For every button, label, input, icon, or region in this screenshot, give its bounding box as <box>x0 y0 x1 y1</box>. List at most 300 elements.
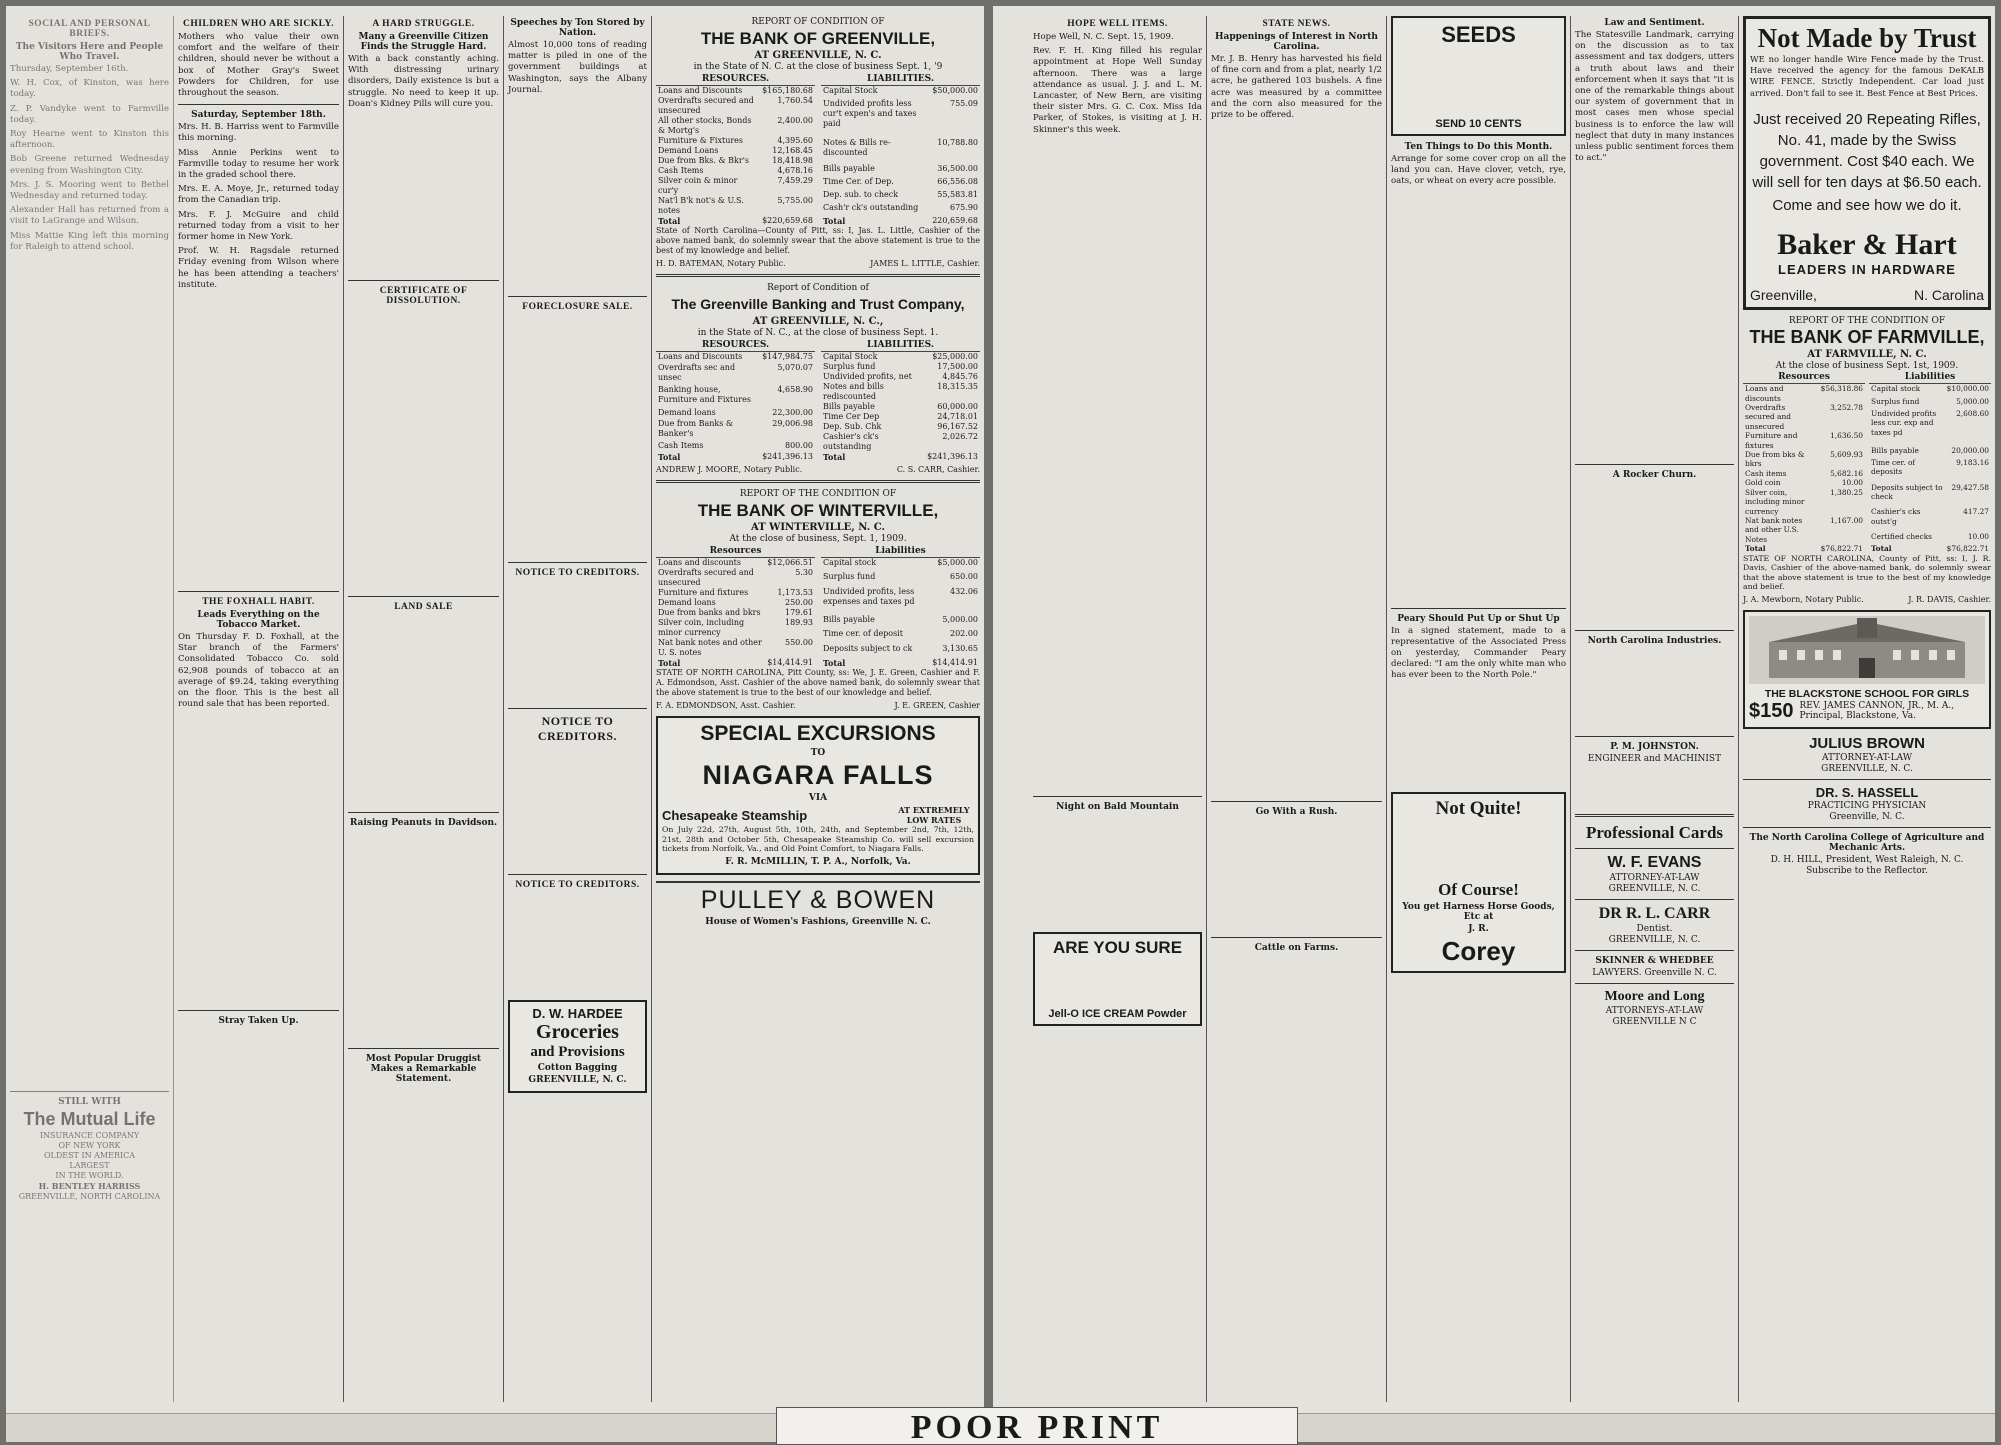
table-row <box>656 568 815 588</box>
total-label: Total <box>823 452 846 462</box>
row-amount: 5,682.16 <box>1830 468 1863 478</box>
report-kicker: REPORT OF THE CONDITION OF <box>1788 315 1946 326</box>
table-row <box>821 412 980 422</box>
row-amount: 800.00 <box>785 440 813 450</box>
row-label: Loans and Discounts <box>658 352 743 361</box>
table-row <box>656 385 815 407</box>
table-row <box>1869 384 1991 397</box>
table-row <box>821 203 980 216</box>
card-name: DR. S. HASSELL <box>1815 784 1919 800</box>
ad-title: PULLEY & BOWEN <box>700 885 936 914</box>
table-row <box>656 352 815 364</box>
ad-line: You get Harness Horse Goods, Etc at <box>1402 901 1555 922</box>
dateline: Hope Well, N. C. Sept. 15, 1909. <box>1033 32 1174 42</box>
article-heading: Stray Taken Up. <box>218 1016 299 1027</box>
total-value: $14,414.91 <box>932 658 978 667</box>
total-value: 220,659.68 <box>932 216 978 225</box>
row-label: Undivided profits, less expenses and taxes pd <box>823 586 915 606</box>
row-label: Dep. sub. to check <box>823 190 899 200</box>
row-label: Surplus fund <box>823 362 876 371</box>
article-subheading: Leads Everything on the Tobacco Market. <box>197 610 320 631</box>
table-row <box>1743 450 1865 469</box>
liabilities-table <box>821 545 980 668</box>
brief-item: Mrs. H. B. Harriss went to Farmville this morning. <box>178 122 339 144</box>
row-amount: 29,427.58 <box>1951 482 1989 492</box>
article-heading: North Carolina Industries. <box>1587 636 1722 647</box>
article-heading: Most Popular Druggist Makes a Remarkable Statement. <box>365 1054 482 1085</box>
column-state-news <box>1207 16 1387 1402</box>
total-value: $220,659.68 <box>762 216 813 225</box>
cashier-signature: J. E. GREEN, Cashier <box>894 701 980 710</box>
total-label: Total <box>658 658 681 668</box>
article-text: Mr. J. B. Henry has harvested his field of fine corn and from a plat, nearly 1/2 acre, he gathered 103 bushels. A fine acre was measured by a committee and the corn also measured for the prize to be offered. <box>1211 54 1382 121</box>
greenville-banking-trust-report <box>656 283 980 474</box>
ad-line: LARGEST <box>69 1161 110 1170</box>
column-baker-hart <box>1739 16 1995 1402</box>
card-line: GREENVILLE, N. C. <box>1608 935 1701 946</box>
row-label: Bills payable <box>823 402 875 411</box>
row-amount: 1,636.50 <box>1830 431 1863 441</box>
total-value: $76,822.71 <box>1946 544 1989 554</box>
row-amount: 202.00 <box>950 629 978 639</box>
row-amount: 7,459.29 <box>777 176 813 185</box>
row-label: Silver coin, including minor currency <box>658 618 745 637</box>
column-children-sickly <box>174 16 344 1402</box>
row-amount: 17,500.00 <box>937 362 978 371</box>
row-label: Demand loans <box>658 598 716 607</box>
article-heading: Go With a Rush. <box>1255 807 1338 818</box>
row-amount: 250.00 <box>785 598 813 607</box>
article-heading: FORECLOSURE SALE. <box>522 302 633 313</box>
brief-item: Roy Hearne went to Kinston this afternoon. <box>10 129 169 151</box>
row-label: Dep. Sub. Chk <box>823 422 882 431</box>
notary: ANDREW J. MOORE, Notary Public. <box>656 465 803 474</box>
column-heading: STATE NEWS. <box>1262 19 1331 29</box>
table-header: Liabilities <box>821 545 980 558</box>
table-row <box>656 176 815 196</box>
table-row <box>656 196 815 216</box>
table-row <box>821 558 980 573</box>
article-text: The Statesville Landmark, carrying on the discussion as to tax assessment and tax dodgers, utters a truth about laws and their enforcement when it says that "it is one of the remarkable things about our system of government that in most cases men whose special business is to enforce the law will neglect that duty in many instances unless public sentiment forces them to act." <box>1575 30 1734 164</box>
card-line: GREENVILLE, N. C. <box>1608 884 1701 895</box>
table-row <box>821 372 980 382</box>
ad-line: AT EXTREMELY LOW RATES <box>898 805 970 825</box>
table-row <box>821 190 980 203</box>
row-label: Deposits subject to ck <box>823 643 913 653</box>
article-heading: NOTICE TO CREDITORS. <box>537 714 618 744</box>
article-heading: Ten Things to Do this Month. <box>1404 142 1553 152</box>
total-label: Total <box>1871 544 1892 554</box>
row-amount: 12,168.45 <box>772 146 813 155</box>
row-amount: 5,755.00 <box>777 196 813 205</box>
table-header: Resources <box>656 545 815 558</box>
table-row <box>821 422 980 432</box>
table-row <box>1743 403 1865 431</box>
table-row <box>1869 397 1991 409</box>
row-label: Cash items <box>1745 468 1787 478</box>
table-row <box>656 608 815 618</box>
card-name: DR R. L. CARR <box>1598 905 1711 923</box>
row-amount: $25,000.00 <box>932 352 978 361</box>
row-label: Notes and bills rediscounted <box>823 382 884 401</box>
report-kicker: REPORT OF CONDITION OF <box>751 17 885 27</box>
ad-line: Chesapeake Steamship <box>662 807 808 823</box>
table-row <box>821 86 980 100</box>
row-amount: $10,000.00 <box>1946 384 1989 394</box>
school-footer: REV. JAMES CANNON, JR., M. A., Principal, Blackstone, Va. <box>1799 701 1955 722</box>
table-header: LIABILITIES. <box>821 339 980 352</box>
brief-item: Thursday, September 16th. <box>10 64 129 74</box>
article-text: In a signed statement, made to a representative of the Associated Press on yesterday, Commander Peary declared: "I am the only white man who has ever been to the North Pole." <box>1391 625 1566 681</box>
row-label: Capital stock <box>1871 384 1921 394</box>
row-amount: 3,130.65 <box>942 643 978 653</box>
table-row <box>821 644 980 658</box>
assistant-cashier-signature: F. A. EDMONDSON, Asst. Cashier. <box>656 701 796 710</box>
article-text: Arrange for some cover crop on all the land you can. Have clover, vetch, rye, oats, or wheat on every acre possible. <box>1391 154 1566 187</box>
row-label: Bills payable <box>823 615 875 625</box>
table-row <box>821 99 980 138</box>
school-name: THE BLACKSTONE SCHOOL FOR GIRLS <box>1764 687 1970 700</box>
college-footer: D. H. HILL, President, West Raleigh, N. C. <box>1770 854 1964 865</box>
ad-line: IN THE WORLD. <box>55 1171 124 1180</box>
table-row <box>1869 532 1991 544</box>
row-amount: 2,608.60 <box>1956 408 1989 418</box>
card-line: ATTORNEYS-AT-LAW <box>1605 1006 1704 1017</box>
row-amount: 5,000.00 <box>942 615 978 625</box>
bank-of-farmville-report <box>1743 316 1991 604</box>
table-row <box>1743 431 1865 450</box>
row-amount: 24,718.01 <box>937 412 978 421</box>
table-row <box>821 138 980 164</box>
ad-footer: GREENVILLE, N. C. <box>528 1075 627 1086</box>
article-heading: NOTICE TO CREDITORS. <box>515 568 640 579</box>
row-label: Furniture & Fixtures <box>658 136 744 145</box>
row-amount: 1,167.00 <box>1830 515 1863 525</box>
row-amount: 20,000.00 <box>1951 445 1989 455</box>
row-amount: 3,252.78 <box>1830 403 1863 413</box>
column-hard-struggle <box>344 16 504 1402</box>
table-header: Liabilities <box>1869 372 1991 384</box>
corey-harness-ad <box>1391 792 1566 973</box>
column-bank-reports <box>652 16 984 1402</box>
row-label: Due from Bks. & Bkr's <box>658 156 750 165</box>
table-row <box>1743 384 1865 403</box>
bank-of-winterville-report <box>656 489 980 710</box>
row-label: Cash Items <box>658 166 704 175</box>
liabilities-table <box>821 73 980 226</box>
brief-item: W. H. Cox, of Kinston, was here today. <box>10 78 169 100</box>
ad-title: Not Made by Trust <box>1757 23 1977 53</box>
row-label: Capital stock <box>823 558 877 567</box>
table-row <box>821 164 980 177</box>
total-label: Total <box>1745 544 1766 554</box>
row-label: Undivided profits, net <box>823 372 912 381</box>
ad-line: INSURANCE COMPANY <box>39 1131 140 1140</box>
table-row <box>656 156 815 166</box>
ad-title: Not Quite! <box>1435 797 1522 819</box>
row-label: Time cer. of deposit <box>823 629 903 639</box>
row-label: All other stocks, Bonds & Mortg's <box>658 116 752 135</box>
brief-item: Prof. W. H. Ragsdale returned Friday evening from Wilson where he has been attending a teachers' institute. <box>178 246 339 290</box>
brief-item: Miss Annie Perkins went to Farmville today to resume her work in the graded school there. <box>178 147 339 181</box>
row-amount: $12,066.51 <box>767 558 813 567</box>
table-row <box>656 116 815 136</box>
row-amount: 2,400.00 <box>777 116 813 125</box>
ad-line: H. BENTLEY HARRISS <box>38 1181 141 1191</box>
article-text: Rev. F. H. King filled his regular appointment at Hope Well Sunday afternoon. There was a large attendance as usual. J. J. and L. M. Lancaster, of New Bern, are visiting their sister Mrs. G. C. Cox. Miss Ida Parker, of Stokes, is visiting at J. H. Skinner's this week. <box>1033 46 1202 135</box>
bank-name: THE BANK OF WINTERVILLE, <box>697 501 939 520</box>
row-label: Furniture and fixtures <box>1745 431 1798 450</box>
row-label: Time Cer Dep <box>823 412 880 421</box>
left-newspaper-page <box>6 6 984 1442</box>
row-amount: 10.00 <box>1967 531 1989 541</box>
section-heading: Professional Cards <box>1585 823 1724 843</box>
jello-ad <box>1033 932 1202 1026</box>
article-heading: Law and Sentiment. <box>1604 18 1705 28</box>
row-label: Overdrafts secured and unsecured <box>658 568 754 587</box>
brief-item: Z. P. Vandyke went to Farmville today. <box>10 103 169 125</box>
column-law-sentiment <box>1571 16 1739 1402</box>
row-label: Due from banks and bkrs <box>658 608 761 617</box>
row-amount: 417.27 <box>1963 507 1989 517</box>
right-newspaper-page <box>993 6 1995 1442</box>
row-label: Overdrafts secured and unsecured <box>658 96 754 115</box>
row-amount: 650.00 <box>950 572 978 582</box>
article-heading: Night on Bald Mountain <box>1056 801 1179 812</box>
resources-table <box>656 545 815 668</box>
ad-initials: J. R. <box>1468 923 1489 934</box>
bank-place: AT FARMVILLE, N. C. <box>1807 348 1927 360</box>
row-amount: 60,000.00 <box>937 402 978 411</box>
row-amount: 4,658.90 <box>777 385 813 395</box>
row-label: Cashier's cks outst'g <box>1871 507 1921 526</box>
liabilities-table <box>1869 372 1991 554</box>
table-header: Resources <box>1743 372 1865 384</box>
row-label: Furniture and fixtures <box>658 588 749 597</box>
row-amount: 18,315.35 <box>937 382 978 391</box>
row-amount: 550.00 <box>785 638 813 647</box>
row-amount: 189.93 <box>785 618 813 627</box>
table-row <box>821 382 980 402</box>
column-seeds-peary <box>1387 16 1571 1402</box>
resources-table <box>1743 372 1865 554</box>
total-value: $241,396.13 <box>762 452 813 461</box>
bank-of-greenville-report <box>656 17 980 268</box>
row-label: Bills payable <box>823 164 875 174</box>
row-amount: 5,609.93 <box>1830 450 1863 460</box>
row-amount: 1,760.54 <box>777 96 813 105</box>
report-date: in the State of N. C., at the close of business Sept. 1. <box>697 328 939 338</box>
ad-kicker: STILL WITH <box>58 1097 121 1107</box>
table-row <box>1743 488 1865 516</box>
ad-product: Jell-O ICE CREAM Powder <box>1048 1007 1187 1020</box>
row-label: Loans and discounts <box>658 558 741 567</box>
row-label: Surplus fund <box>1871 396 1920 406</box>
ad-title: P. M. JOHNSTON. <box>1610 742 1699 753</box>
ad-agent: F. R. McMILLIN, T. P. A., Norfolk, Va. <box>725 856 911 867</box>
table-row <box>1869 409 1991 446</box>
ad-title: The Mutual Life <box>23 1109 156 1129</box>
row-amount: 18,418.98 <box>772 156 813 165</box>
row-label: Certified checks <box>1871 531 1932 541</box>
ad-text: On July 22d, 27th, August 5th, 10th, 24th, and September 2nd, 7th, 12th, 21st, 28th and October 5th, Chesapeake Steamship Co. will sell excursion tickets from Norfolk, Va., and Old Point Comfort, to Niagara Falls. <box>662 825 974 853</box>
brief-item: Alexander Hall has returned from a visit to LaGrange and Wilson. <box>10 205 169 227</box>
row-amount: 1,173.53 <box>777 588 813 597</box>
card-name: JULIUS BROWN <box>1809 734 1925 752</box>
row-amount: 2,026.72 <box>942 432 978 441</box>
card-line: Dentist. <box>1636 924 1673 935</box>
ad-title: Of Course! <box>1438 879 1519 899</box>
poor-print-banner: POOR PRINT <box>776 1407 1298 1445</box>
table-row <box>821 615 980 629</box>
brief-item: Miss Mattie King left this morning for Raleigh to attend school. <box>10 230 169 252</box>
total-label: Total <box>823 216 846 226</box>
table-row <box>1743 478 1865 487</box>
total-value: $76,822.71 <box>1820 544 1863 554</box>
total-value: $14,414.91 <box>767 658 813 667</box>
row-label: Cash'r ck's outstanding <box>823 203 919 212</box>
row-amount: $5,000.00 <box>937 558 978 567</box>
ad-text: Come and see how we do it. <box>1772 196 1962 214</box>
table-row <box>656 96 815 116</box>
school-building-illustration <box>1749 616 1985 684</box>
table-row <box>821 587 980 616</box>
card-line: GREENVILLE, N. C. <box>1821 763 1913 774</box>
resources-table <box>656 73 815 226</box>
cashier-signature: J. R. DAVIS, Cashier. <box>1908 594 1991 604</box>
table-row <box>1869 458 1991 483</box>
table-row <box>821 362 980 372</box>
row-label: Capital Stock <box>823 352 878 361</box>
column-heading: CHILDREN WHO ARE SICKLY. <box>182 19 335 29</box>
seeds-ad <box>1391 16 1566 136</box>
row-amount: 4,845.76 <box>942 372 978 381</box>
card-name: W. F. EVANS <box>1607 854 1702 872</box>
table-row <box>821 432 980 452</box>
blackstone-school-ad <box>1743 610 1991 729</box>
college-heading: The North Carolina College of Agriculture and Mechanic Arts. <box>1749 832 1985 853</box>
row-label: Deposits subject to check <box>1871 482 1943 502</box>
ad-line: House of Women's Fashions, Greenville N. C. <box>705 916 931 927</box>
card-line: ATTORNEY-AT-LAW <box>1609 873 1700 884</box>
article-heading: THE FOXHALL HABIT. <box>202 597 315 608</box>
report-date: At the close of business Sept. 1st, 1909. <box>1775 360 1959 371</box>
row-amount: 55,583.81 <box>937 190 978 200</box>
resources-table <box>656 339 815 462</box>
article-subheading: Many a Greenville Citizen Finds the Struggle Hard. <box>358 32 489 52</box>
column-heading: HOPE WELL ITEMS. <box>1067 19 1168 29</box>
row-amount: $147,984.75 <box>762 352 813 361</box>
row-label: Due from bks & bkrs <box>1745 450 1805 469</box>
total-label: Total <box>658 216 681 226</box>
row-amount: 4,678.16 <box>777 166 813 175</box>
column-subheading: The Visitors Here and People Who Travel. <box>15 42 164 62</box>
niagara-excursion-ad <box>656 716 980 875</box>
table-row <box>1743 516 1865 544</box>
card-line: PRACTICING PHYSICIAN <box>1807 800 1927 811</box>
report-kicker: REPORT OF THE CONDITION OF <box>739 489 897 499</box>
firm-state: N. Carolina <box>1913 286 1984 303</box>
table-row <box>821 629 980 643</box>
ad-line: OF NEW YORK <box>58 1141 121 1150</box>
row-label: Gold coin <box>1745 478 1781 488</box>
article-heading: A Rocker Churn. <box>1612 470 1697 481</box>
bank-name: THE BANK OF GREENVILLE, <box>700 29 936 48</box>
row-label: Time Cer. of Dep. <box>823 177 894 187</box>
row-label: Demand Loans <box>658 146 719 155</box>
pulley-bowen-ad <box>656 881 980 927</box>
row-amount: 9,183.16 <box>1956 458 1989 468</box>
article-text: Mothers who value their own comfort and the welfare of their children, should never be without a box of Mother Gray's Sweet Powders for Children, for use throughout the season. <box>178 32 339 99</box>
row-amount: $50,000.00 <box>932 86 978 95</box>
article-text: On Thursday F. D. Foxhall, at the Star branch of the Farmers' Consolidated Tobacco Co. sold 62,908 pounds of tobacco at an average of $9.24, taking everything on the floor. This is the best all round sale that has been reported. <box>178 632 339 710</box>
table-row <box>656 618 815 638</box>
card-name: Moore and Long <box>1604 989 1705 1005</box>
row-amount: 5,070.07 <box>777 363 813 373</box>
ad-line: GREENVILLE, NORTH CAROLINA <box>18 1192 161 1201</box>
subscribe-line: Subscribe to the Reflector. <box>1806 865 1928 876</box>
table-row <box>656 408 815 419</box>
table-row <box>656 136 815 146</box>
bank-place: AT WINTERVILLE, N. C. <box>750 522 885 533</box>
article-heading: LAND SALE <box>394 602 453 613</box>
table-row <box>656 166 815 176</box>
total-label: Total <box>823 658 846 668</box>
report-date: At the close of business, Sept. 1, 1909. <box>729 534 907 544</box>
table-row <box>1869 483 1991 508</box>
row-amount: $165,180.68 <box>762 86 813 95</box>
row-label: Loans and discounts <box>1745 384 1784 403</box>
table-row <box>1869 507 1991 532</box>
row-label: Time cer. of deposits <box>1871 458 1916 477</box>
card-name: SKINNER & WHEDBEE <box>1595 956 1714 967</box>
brief-item: Mrs. F. J. McGuire and child returned today from a visit to her former home in New York. <box>178 209 339 243</box>
total-label: Total <box>658 452 681 462</box>
table-row <box>1869 446 1991 458</box>
article-heading: Raising Peanuts in Davidson. <box>349 818 498 829</box>
row-label: Due from Banks & Banker's <box>658 418 733 438</box>
row-amount: 10.00 <box>1841 478 1863 488</box>
ad-title: D. W. HARDEE <box>532 1006 623 1022</box>
total-value: $241,396.13 <box>927 452 978 461</box>
table-row <box>1743 469 1865 478</box>
row-label: Nat bank notes and other U.S. Notes <box>1745 515 1803 544</box>
ad-title: SEEDS <box>1441 22 1516 47</box>
row-label: Bills payable <box>1871 445 1919 455</box>
table-row <box>656 441 815 452</box>
row-amount: 10,788.80 <box>937 138 978 148</box>
article-text: Almost 10,000 tons of reading matter is piled in one of the government buildings at Washington, says the Albany Journal. <box>508 40 647 95</box>
brief-item: Mrs. E. A. Moye, Jr., returned today from the Canadian trip. <box>178 184 339 206</box>
row-amount: 5.30 <box>795 568 813 577</box>
row-label: Undivided profits less cur't expen's and taxes paid <box>823 99 917 129</box>
oath-text: STATE OF NORTH CAROLINA, Pitt County, ss: We, J. E. Green, Cashier and F. A. Edmondson, Asst. Cashier of the above named bank, do solemnly swear that the above statement is true to the best of our knowledge and belief. <box>656 668 980 697</box>
ad-line: Groceries <box>536 1021 619 1044</box>
report-kicker: Report of Condition of <box>767 283 869 293</box>
cashier-signature: C. S. CARR, Cashier. <box>896 465 980 474</box>
row-amount: 755.09 <box>950 99 978 109</box>
bank-name: The Greenville Banking and Trust Company, <box>671 296 965 312</box>
row-amount: 22,300.00 <box>772 407 813 417</box>
table-row <box>821 352 980 363</box>
article-heading: NOTICE TO CREDITORS. <box>515 880 640 891</box>
column-social-briefs <box>6 16 174 1402</box>
row-amount: 96,167.52 <box>937 422 978 431</box>
ad-text: Just received 20 Repeating Rifles, No. 41, made by the Swiss government. Cost $40 each. We will sell for ten days at $6.50 each. <box>1752 110 1982 191</box>
article-heading: Cattle on Farms. <box>1254 943 1339 954</box>
ad-text: WE no longer handle Wire Fence made by the Trust. Have received the agency for the famous DeKALB WIRE FENCE. Strictly Independent. Car load just arrived. Don't fail to see it. Best Fence at Best Prices. <box>1750 54 1984 98</box>
date-heading: Saturday, September 18th. <box>191 110 326 121</box>
